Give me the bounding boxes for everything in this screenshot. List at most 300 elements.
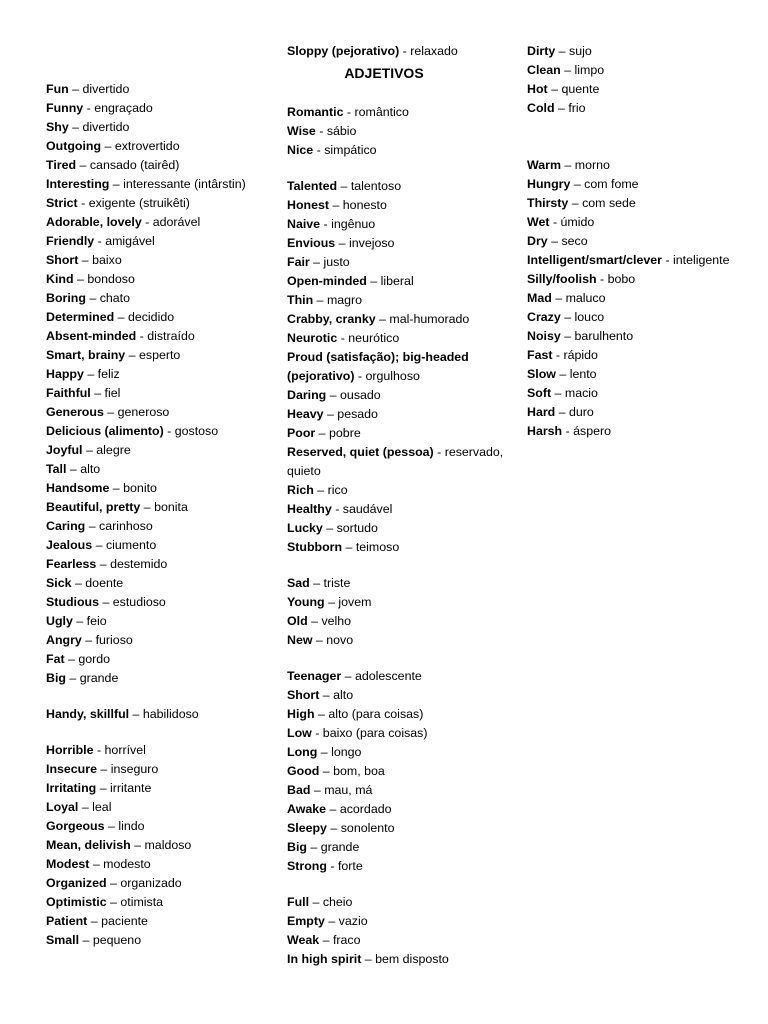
portuguese-term: adolescente [354, 669, 422, 683]
vocab-entry [46, 498, 278, 517]
portuguese-term: bom, boa [333, 764, 385, 778]
vocab-entry [287, 329, 523, 348]
portuguese-term: triste [323, 576, 351, 590]
english-term: Big [287, 840, 307, 854]
vocab-entry [46, 213, 278, 232]
portuguese-term: simpático [324, 143, 377, 157]
vocab-entry [46, 874, 278, 893]
portuguese-term: velho [321, 614, 352, 628]
english-term: New [287, 633, 313, 647]
column-3 [527, 0, 763, 441]
separator: – [90, 386, 105, 400]
portuguese-term: barulhento [574, 329, 634, 343]
vocab-entry [287, 667, 523, 686]
separator: - [77, 196, 89, 210]
spacer [287, 876, 523, 893]
portuguese-term: sortudo [336, 521, 378, 535]
separator: - [326, 859, 338, 873]
portuguese-term: sábio [326, 124, 357, 138]
english-term: Generous [46, 405, 104, 419]
separator: – [72, 614, 87, 628]
portuguese-term: grande [79, 671, 119, 685]
portuguese-term: relaxado [410, 44, 458, 58]
separator: – [71, 576, 86, 590]
portuguese-term: doente [85, 576, 124, 590]
english-term: Soft [527, 386, 552, 400]
separator: – [326, 821, 341, 835]
separator: – [96, 781, 111, 795]
separator: – [130, 838, 145, 852]
separator: - [83, 101, 95, 115]
separator: – [104, 819, 119, 833]
vocab-entry [527, 194, 763, 213]
vocab-entry [46, 517, 278, 536]
english-term: Hot [527, 82, 548, 96]
vocab-entry [46, 270, 278, 289]
separator: – [310, 783, 325, 797]
portuguese-term: cheio [322, 895, 353, 909]
vocab-entry [287, 215, 523, 234]
portuguese-term: habilidoso [142, 707, 199, 721]
separator: – [560, 329, 575, 343]
english-term: Teenager [287, 669, 342, 683]
english-term: In high spirit [287, 952, 362, 966]
portuguese-term: orgulhoso [365, 369, 420, 383]
english-term: Faithful [46, 386, 91, 400]
vocab-entry [46, 289, 278, 308]
portuguese-term: com sede [582, 196, 636, 210]
portuguese-term: limpo [574, 63, 605, 77]
portuguese-term: novo [326, 633, 354, 647]
vocab-entry [287, 538, 523, 557]
english-term: Proud (satisfação); big-headed (pejorativo) [287, 350, 469, 383]
vocab-entry [287, 893, 523, 912]
vocab-entry [46, 137, 278, 156]
vocab-entry [287, 593, 523, 612]
separator: - [562, 424, 574, 438]
english-term: Jealous [46, 538, 93, 552]
english-term: Sleepy [287, 821, 327, 835]
portuguese-term: longo [331, 745, 362, 759]
portuguese-term: baixo (para coisas) [322, 726, 428, 740]
english-term: Sad [287, 576, 310, 590]
english-term: Honest [287, 198, 329, 212]
portuguese-term: chato [99, 291, 131, 305]
separator: - [94, 234, 106, 248]
separator: – [324, 595, 339, 609]
vocab-entry [46, 441, 278, 460]
english-term: Nice [287, 143, 314, 157]
english-term: Romantic [287, 105, 344, 119]
vocab-entry [527, 99, 763, 118]
english-term: Slow [527, 367, 556, 381]
portuguese-term: forte [337, 859, 363, 873]
vocab-entry [287, 500, 523, 519]
separator: – [85, 519, 100, 533]
separator: – [547, 82, 562, 96]
separator: – [307, 614, 322, 628]
vocab-entry [287, 631, 523, 650]
vocab-entry [46, 99, 278, 118]
separator: – [314, 707, 329, 721]
portuguese-term: pequeno [92, 933, 142, 947]
separator: – [87, 914, 102, 928]
separator: - [596, 272, 608, 286]
vocab-entry [287, 272, 523, 291]
portuguese-term: extrovertido [114, 139, 180, 153]
vocab-entry [46, 384, 278, 403]
vocab-entry [287, 122, 523, 141]
vocab-entry [287, 705, 523, 724]
vocab-entry [46, 893, 278, 912]
separator: – [326, 802, 340, 816]
portuguese-term: decidido [127, 310, 175, 324]
separator: – [96, 762, 111, 776]
vocab-entry [527, 42, 763, 61]
english-term: Old [287, 614, 308, 628]
vocab-entry [46, 779, 278, 798]
vocab-entry [46, 194, 278, 213]
english-term: Healthy [287, 502, 332, 516]
portuguese-term: interessante (intârstin) [123, 177, 246, 191]
english-term: Sick [46, 576, 72, 590]
english-term: Studious [46, 595, 99, 609]
portuguese-term: honesto [342, 198, 387, 212]
separator: – [73, 272, 88, 286]
separator: - [141, 215, 153, 229]
separator: – [109, 481, 124, 495]
english-term: Dry [527, 234, 548, 248]
vocab-entry [527, 251, 763, 270]
vocab-entry [527, 156, 763, 175]
portuguese-term: distraído [147, 329, 195, 343]
english-term: Patient [46, 914, 88, 928]
portuguese-term: louco [574, 310, 605, 324]
separator: - [399, 44, 411, 58]
portuguese-term: duro [569, 405, 594, 419]
separator: – [322, 521, 337, 535]
portuguese-term: lindo [118, 819, 145, 833]
separator: – [361, 952, 376, 966]
portuguese-term: bonito [123, 481, 157, 495]
vocab-entry [46, 118, 278, 137]
english-term: Boring [46, 291, 86, 305]
separator: – [114, 310, 128, 324]
portuguese-term: justo [323, 255, 350, 269]
separator: - [163, 424, 175, 438]
vocab-entry [46, 555, 278, 574]
portuguese-term: exigente (struikêti) [88, 196, 190, 210]
vocab-entry [287, 443, 523, 481]
vocab-entry [527, 213, 763, 232]
english-term: Naive [287, 217, 321, 231]
portuguese-term: estudioso [112, 595, 166, 609]
portuguese-term: baixo [92, 253, 122, 267]
vocab-entry [46, 308, 278, 327]
portuguese-term: bem disposto [375, 952, 449, 966]
portuguese-term: maldoso [144, 838, 192, 852]
portuguese-term: destemido [110, 557, 168, 571]
vocab-entry [527, 175, 763, 194]
english-term: Funny [46, 101, 84, 115]
separator: – [326, 388, 341, 402]
portuguese-term: bobo [607, 272, 636, 286]
separator: – [313, 293, 327, 307]
portuguese-term: sujo [569, 44, 592, 58]
vocab-entry [287, 762, 523, 781]
separator: - [331, 502, 343, 516]
english-term: Big [46, 671, 66, 685]
separator: – [560, 158, 575, 172]
english-term: Lucky [287, 521, 323, 535]
vocab-entry [46, 574, 278, 593]
english-term: Long [287, 745, 318, 759]
separator: – [78, 253, 93, 267]
vocab-entry [287, 519, 523, 538]
english-term: Interesting [46, 177, 110, 191]
portuguese-term: gostoso [174, 424, 219, 438]
spacer [527, 137, 763, 156]
separator: – [99, 595, 113, 609]
portuguese-term: alto [333, 688, 354, 702]
portuguese-term: carinhoso [99, 519, 153, 533]
separator: – [366, 274, 381, 288]
vocab-entry [46, 156, 278, 175]
separator: – [317, 745, 332, 759]
vocab-entry [287, 348, 523, 386]
english-term: Harsh [527, 424, 563, 438]
portuguese-term: alto (para coisas) [328, 707, 424, 721]
portuguese-term: quente [561, 82, 600, 96]
separator: – [78, 800, 93, 814]
english-term: Friendly [46, 234, 95, 248]
page-title: ADJETIVOS [344, 65, 424, 81]
english-term: Stubborn [287, 540, 343, 554]
vocab-entry [527, 346, 763, 365]
vocab-entry [527, 80, 763, 99]
portuguese-term: feio [86, 614, 107, 628]
portuguese-term: pesado [337, 407, 378, 421]
separator: – [79, 933, 93, 947]
separator: – [319, 933, 333, 947]
vocab-entry [287, 405, 523, 424]
vocab-entry [46, 631, 278, 650]
separator: – [81, 633, 96, 647]
vocab-entry [46, 422, 278, 441]
portuguese-term: inteligente [673, 253, 730, 267]
portuguese-term: fiel [104, 386, 121, 400]
portuguese-term: amigável [105, 234, 155, 248]
vocab-entry [46, 798, 278, 817]
separator: – [109, 177, 124, 191]
english-term: Bad [287, 783, 311, 797]
portuguese-term: otimista [120, 895, 164, 909]
vocab-entry [46, 251, 278, 270]
vocab-entry [287, 819, 523, 838]
portuguese-term: maluco [565, 291, 606, 305]
vocab-entry [46, 80, 278, 99]
english-term: Optimistic [46, 895, 107, 909]
vocab-entry [287, 424, 523, 443]
separator: - [549, 215, 561, 229]
english-term: Caring [46, 519, 86, 533]
separator: - [136, 329, 148, 343]
separator: – [129, 707, 143, 721]
spacer [46, 688, 278, 705]
english-term: Organized [46, 876, 107, 890]
english-term: Crabby, cranky [287, 312, 376, 326]
english-term: High [287, 707, 315, 721]
separator: - [337, 331, 349, 345]
portuguese-term: gordo [78, 652, 111, 666]
english-term: Small [46, 933, 80, 947]
separator: – [341, 669, 355, 683]
vocab-entry [527, 403, 763, 422]
portuguese-term: irritante [110, 781, 152, 795]
english-term: Short [287, 688, 320, 702]
vocab-entry [287, 724, 523, 743]
english-term: Hard [527, 405, 556, 419]
separator: - [320, 217, 332, 231]
portuguese-term: jovem [338, 595, 372, 609]
vocab-entry [46, 741, 278, 760]
english-term: Silly/foolish [527, 272, 597, 286]
separator: – [551, 386, 565, 400]
vocab-entry [46, 836, 278, 855]
portuguese-term: frio [568, 101, 586, 115]
column-2 [287, 0, 523, 969]
separator: – [375, 312, 390, 326]
portuguese-term: organizado [120, 876, 182, 890]
english-term: Fearless [46, 557, 97, 571]
vocab-entry [46, 855, 278, 874]
portuguese-term: reservado, quieto [287, 445, 504, 478]
separator: – [568, 196, 583, 210]
portuguese-term: feliz [97, 367, 120, 381]
portuguese-term: áspero [573, 424, 612, 438]
portuguese-term: liberal [380, 274, 414, 288]
separator: – [312, 633, 327, 647]
vocab-entry [527, 232, 763, 251]
vocab-entry [287, 234, 523, 253]
vocab-entry [287, 912, 523, 931]
column-1 [46, 0, 278, 950]
vocab-entry [46, 669, 278, 688]
english-term: Intelligent/smart/clever [527, 253, 662, 267]
spacer [287, 160, 523, 177]
english-term: Weak [287, 933, 320, 947]
english-term: Hungry [527, 177, 571, 191]
english-term: Modest [46, 857, 90, 871]
vocab-entry [46, 479, 278, 498]
english-term: Ugly [46, 614, 73, 628]
separator: – [313, 483, 328, 497]
english-term: Adorable, lovely [46, 215, 142, 229]
separator: – [319, 764, 334, 778]
vocab-entry [46, 650, 278, 669]
separator: – [103, 405, 118, 419]
portuguese-term: acordado [339, 802, 392, 816]
separator: – [342, 540, 356, 554]
english-term: Absent-minded [46, 329, 137, 343]
portuguese-term: engraçado [94, 101, 153, 115]
english-term: Heavy [287, 407, 324, 421]
english-term: Wise [287, 124, 316, 138]
vocab-entry [287, 800, 523, 819]
portuguese-term: alegre [96, 443, 131, 457]
vocab-entry [287, 781, 523, 800]
separator: – [106, 876, 121, 890]
vocab-entry [287, 612, 523, 631]
separator: – [337, 179, 351, 193]
separator: – [309, 895, 323, 909]
separator: – [560, 63, 575, 77]
english-term: Empty [287, 914, 325, 928]
vocab-entry [287, 310, 523, 329]
vocab-entry [46, 612, 278, 631]
vocab-entry [46, 346, 278, 365]
english-term: Handy, skillful [46, 707, 130, 721]
portuguese-term: grande [320, 840, 360, 854]
english-term: Daring [287, 388, 327, 402]
english-term: Envious [287, 236, 336, 250]
english-term: Determined [46, 310, 115, 324]
spacer [527, 118, 763, 137]
portuguese-term: seco [561, 234, 588, 248]
english-term: Happy [46, 367, 84, 381]
portuguese-term: adorável [152, 215, 201, 229]
portuguese-term: invejoso [348, 236, 395, 250]
portuguese-term: pobre [329, 426, 361, 440]
separator: - [343, 105, 355, 119]
english-term: Irritating [46, 781, 97, 795]
english-term: Mad [527, 291, 552, 305]
separator: – [555, 405, 570, 419]
english-term: Short [46, 253, 79, 267]
vocab-entry [527, 61, 763, 80]
portuguese-term: bonita [154, 500, 188, 514]
english-term: Joyful [46, 443, 83, 457]
english-term: Warm [527, 158, 561, 172]
english-term: Awake [287, 802, 327, 816]
portuguese-term: esperto [138, 348, 181, 362]
english-term: Smart, brainy [46, 348, 126, 362]
separator: – [76, 158, 90, 172]
english-term: Cold [527, 101, 555, 115]
separator: – [555, 367, 570, 381]
separator: – [323, 407, 338, 421]
spacer [287, 557, 523, 574]
english-term: Kind [46, 272, 74, 286]
vocab-entry [46, 931, 278, 950]
portuguese-term: morno [574, 158, 610, 172]
separator: – [125, 348, 139, 362]
english-term: Wet [527, 215, 550, 229]
english-term: Neurotic [287, 331, 338, 345]
english-term: Fast [527, 348, 553, 362]
portuguese-term: horrível [104, 743, 146, 757]
vocab-entry [46, 593, 278, 612]
separator: - [313, 143, 325, 157]
english-term: Angry [46, 633, 82, 647]
separator: - [661, 253, 673, 267]
english-term: Mean, delivish [46, 838, 131, 852]
separator: - [552, 348, 564, 362]
separator: – [106, 895, 121, 909]
separator: - [433, 445, 445, 459]
separator: – [551, 291, 566, 305]
english-term: Handsome [46, 481, 110, 495]
